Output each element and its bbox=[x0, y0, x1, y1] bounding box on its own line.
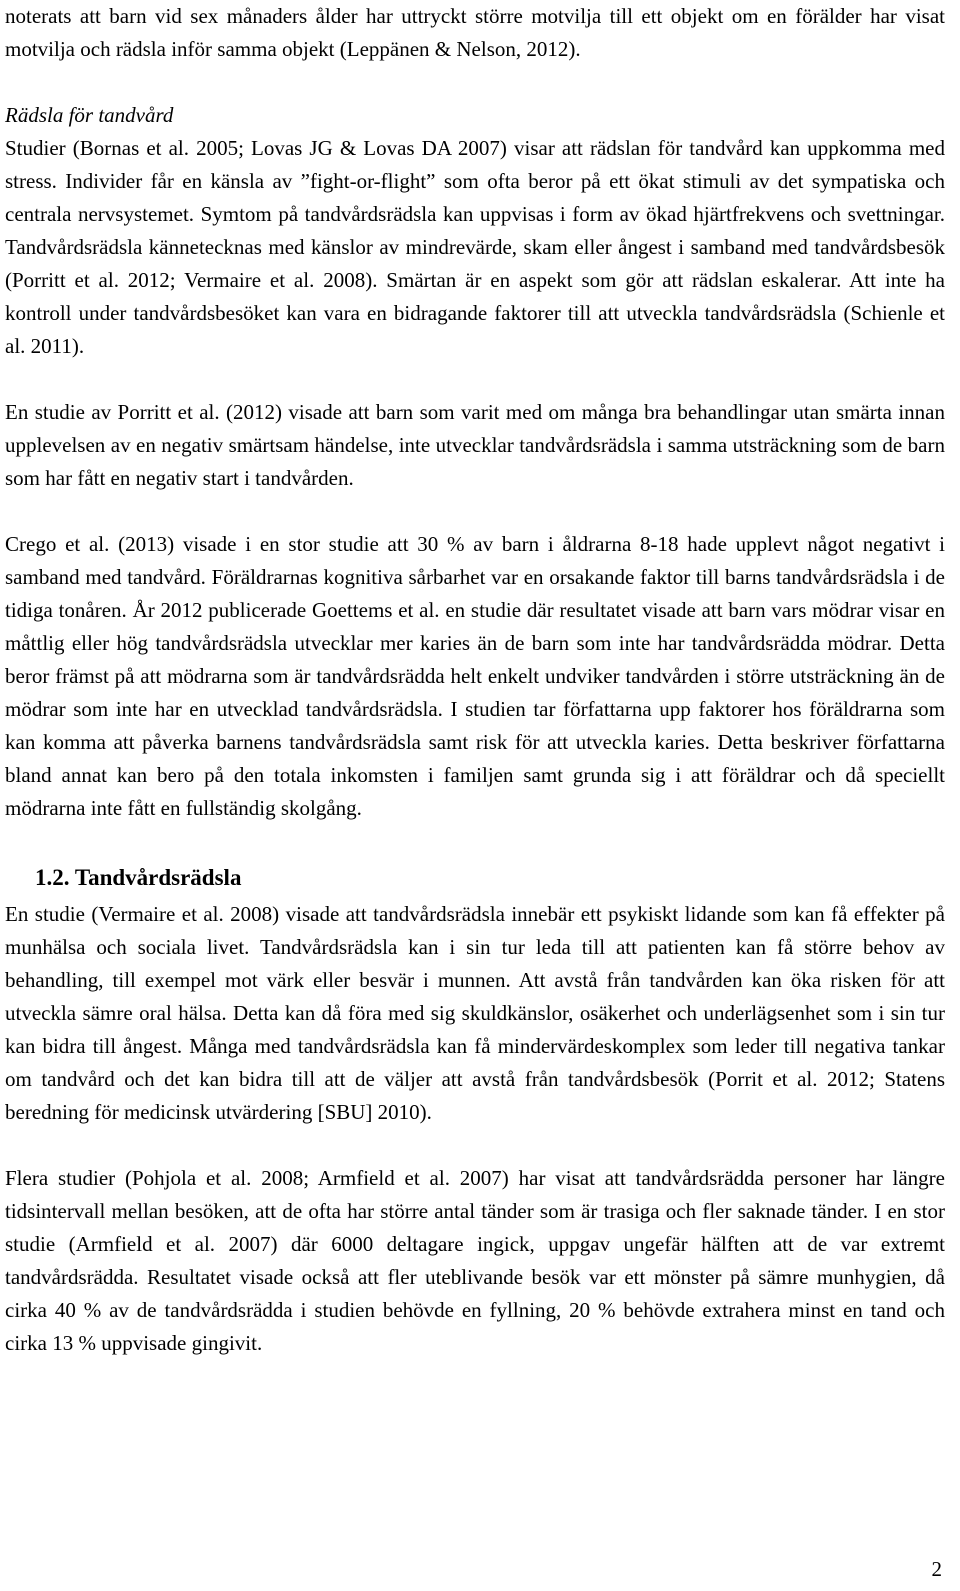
paragraph-gap bbox=[5, 1129, 945, 1162]
flera-paragraph: Flera studier (Pohjola et al. 2008; Armfield et al. 2007) har visat att tandvårdsrädda personer har längre tidsintervall mellan besöken, att de ofta har större antal tänder som är trasiga och fler saknade tänder. I en stor studie (Armfield et al. 2007) där 6000 deltagare ingick, uppgav ungefär hälften att de var extremt tandvårdsrädda. Resultatet visade också att fler uteblivande besök var ett mönster på sämre munhygien, då cirka 40 % av de tandvårdsrädda i studien behövde en fyllning, 20 % behövde extrahera minst en tand och cirka 13 % uppvisade gingivit. bbox=[5, 1166, 945, 1355]
vermaire-paragraph: En studie (Vermaire et al. 2008) visade att tandvårdsrädsla innebär ett psykiskt lidande som kan få effekter på munhälsa och sociala livet. Tandvårdsrädsla kan i sin tur leda till att patienten kan få större behov av behandling, till exempel mot värk eller besvär i munnen. Att avstå från tandvården kan öka risken för att utveckla sämre oral hälsa. Detta kan då föra med sig skuldkänslor, osäkerhet och underlägsenhet som i sin tur kan bidra till ångest. Många med tandvårdsrädsla kan få mindervärdeskomplex som leder till negativa tankar om tandvård och det kan bidra till att de väljer att avstå från tandvårdsbesök (Porrit et al. 2012; Statens beredning för medicinsk utvärdering [SBU] 2010). bbox=[5, 902, 945, 1124]
section-heading: 1.2. Tandvårdsrädsla bbox=[35, 865, 242, 890]
porritt-paragraph: En studie av Porritt et al. (2012) visade att barn som varit med om många bra behandlingar utan smärta innan upplevelsen av en negativ smärtsam händelse, inte utvecklar tandvårdsrädsla i samma utsträckning som de barn som har fått en negativ start i tandvården. bbox=[5, 400, 945, 490]
paragraph-gap bbox=[5, 363, 945, 396]
fear-paragraph: Studier (Bornas et al. 2005; Lovas JG & Lovas DA 2007) visar att rädslan för tandvård kan uppkomma med stress. Individer får en känsla av ”fight-or-flight” som ofta beror på ett ökat stimuli av det sympatiska och centrala nervsystemet. Symtom på tandvårdsrädsla kan uppvisas i form av ökad hjärtfrekvens och svettningar. Tandvårdsrädsla kännetecknas med känslor av mindrevärde, skam eller ångest i samband med tandvårdsbesök (Porritt et al. 2012; Vermaire et al. 2008). Smärtan är en aspekt som gör att rädslan eskalerar. Att inte ha kontroll under tandvårdsbesöket kan vara en bidragande faktorer till att utveckla tandvårdsrädsla (Schienle et al. 2011). bbox=[5, 136, 945, 358]
crego-paragraph: Crego et al. (2013) visade i en stor studie att 30 % av barn i åldrarna 8-18 hade upplevt något negativt i samband med tandvård. Föräldrarnas kognitiva sårbarhet var en orsakande faktor till barns tandvårdsrädsla i de tidiga tonåren. År 2012 publicerade Goettems et al. en studie där resultatet visade att barn vars mödrar visar en måttlig eller hög tandvårdsrädsla utvecklar mer karies än de barn som inte har tandvårdsrädda mödrar. Detta beror främst på att mödrarna som är tandvårdsrädda helt enkelt undviker tandvården i större utsträckning än de mödrar som inte har en utvecklad tandvårdsrädsla. I studien tar författarna upp faktorer hos föräldrarna som kan komma att påverka barnens tandvårdsrädsla samt risk för att utveckla karies. Detta beskriver författarna bland annat kan bero på den totala inkomsten i familjen samt grunda sig i att föräldrar och då speciellt mödrarna inte fått en fullständig skolgång. bbox=[5, 532, 945, 820]
paragraph-gap bbox=[5, 495, 945, 528]
intro-paragraph: noterats att barn vid sex månaders ålder har uttryckt större motvilja till ett objekt om en förälder har visat motvilja och rädsla inför samma objekt (Leppänen & Nelson, 2012). bbox=[5, 4, 945, 61]
paragraph-gap bbox=[5, 66, 945, 99]
paragraph-gap bbox=[5, 825, 945, 858]
page-number: 2 bbox=[931, 1557, 942, 1581]
document-body bbox=[5, 0, 945, 1360]
subheading-fear-of-dental-care: Rädsla för tandvård bbox=[5, 103, 174, 127]
